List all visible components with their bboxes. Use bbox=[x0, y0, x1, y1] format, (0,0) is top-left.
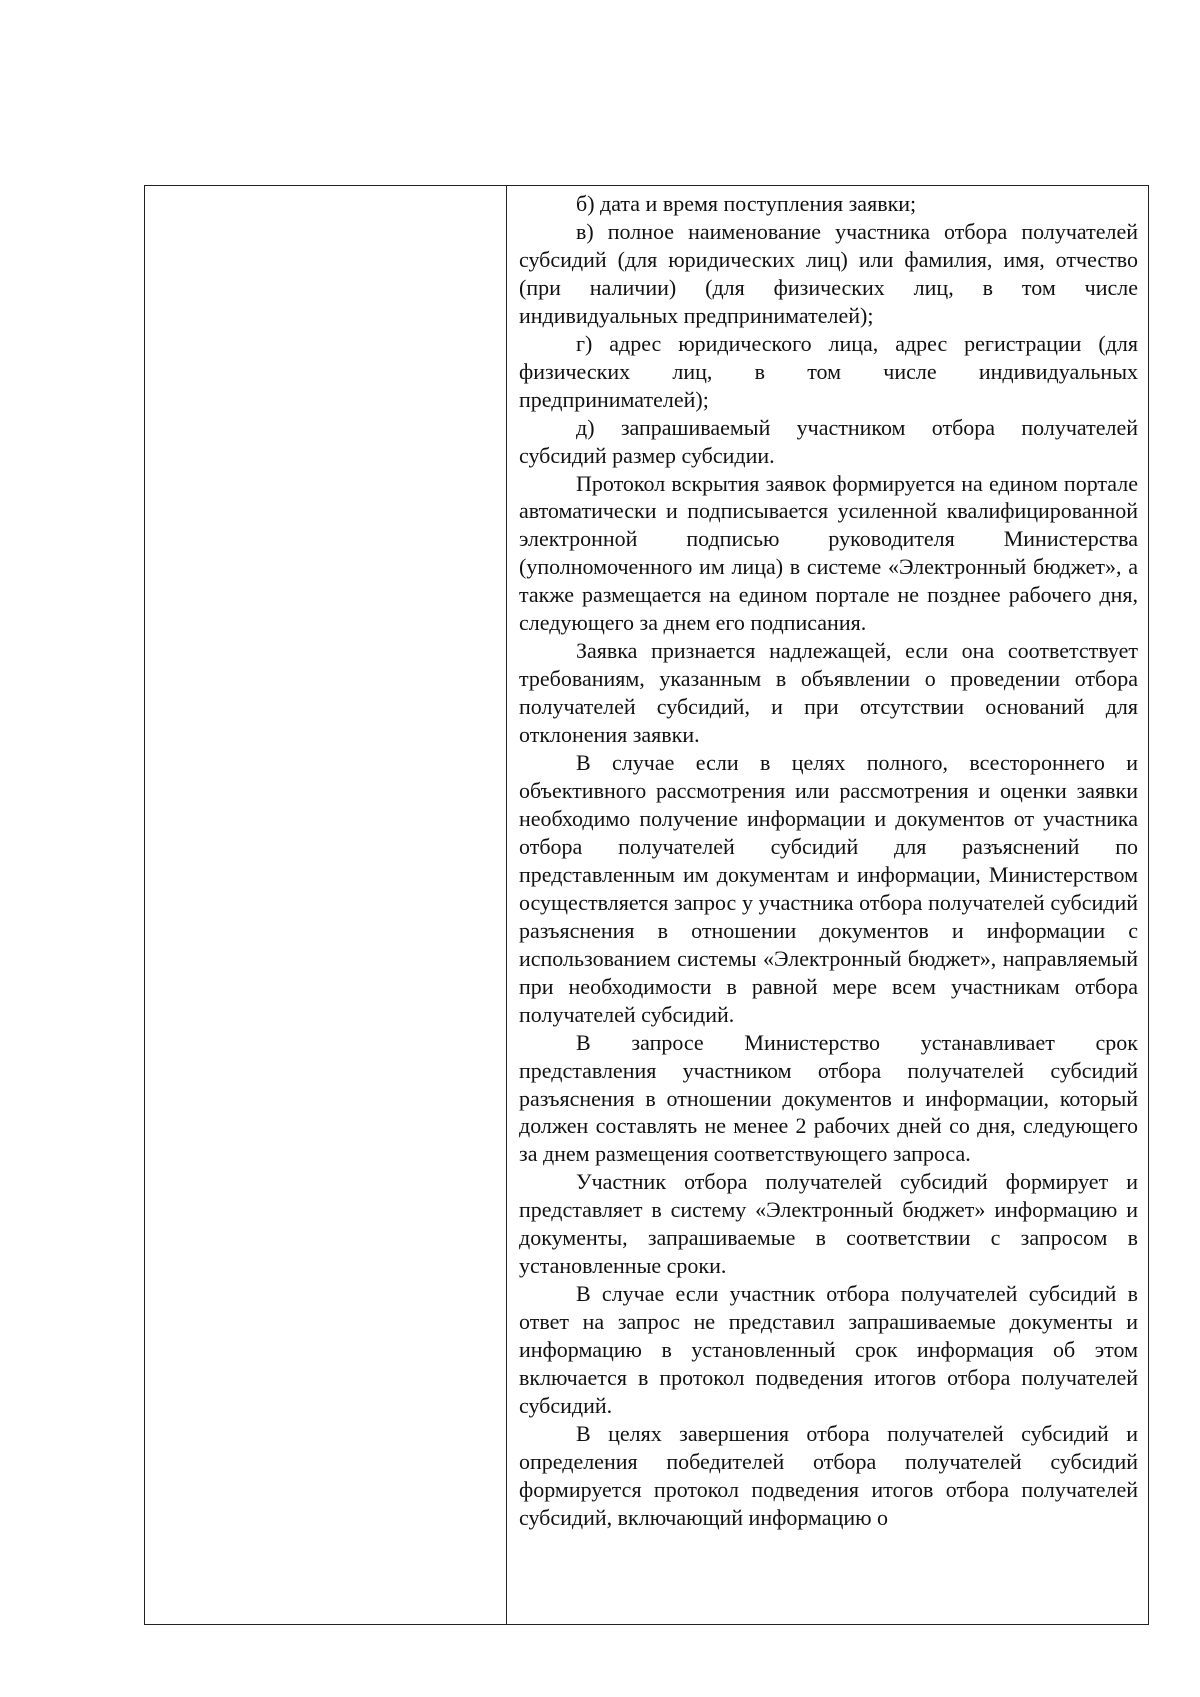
paragraph-opening-protocol: Протокол вскрытия заявок формируется на едином портале автоматически и подписывается усиленной квалифицированной электронной подписью руководителя Министерства (уполномоченного им лица) в системе «Электронный бюджет», а также размещается на едином портале не позднее рабочего дня, следующего за днем его подписания. bbox=[519, 470, 1138, 636]
paragraph-no-response: В случае если участник отбора получателей субсидий в ответ на запрос не представил запрашиваемые документы и информацию в установленный срок информация об этом включается в протокол подведения итогов отбора получателей субсидий. bbox=[519, 1281, 1138, 1418]
paragraph-item-b: б) дата и время поступления заявки; bbox=[576, 191, 917, 216]
paragraph-proper-application: Заявка признается надлежащей, если она соответствует требованиям, указанным в объявлении о проведении отбора получателей субсидий, и при отсутствии оснований для отклонения заявки. bbox=[519, 638, 1138, 748]
document-table bbox=[144, 185, 1149, 1625]
paragraph-participant-response: Участник отбора получателей субсидий формирует и представляет в систему «Электронный бюджет» информацию и документы, запрашиваемые в соответствии с запросом в установленные сроки. bbox=[519, 1169, 1138, 1279]
paragraph-item-g: г) адрес юридического лица, адрес регистрации (для физических лиц, в том числе индивидуальных предпринимателей); bbox=[519, 330, 1138, 412]
table-left-cell bbox=[145, 186, 507, 1624]
paragraph-results-protocol: В целях завершения отбора получателей субсидий и определения победителей отбора получателей субсидий формируется протокол подведения итогов отбора получателей субсидий, включающий информацию о bbox=[519, 1420, 1138, 1530]
paragraph-request-deadline: В запросе Министерство устанавливает срок представления участником отбора получателей субсидий разъяснения в отношении документов и информации, который должен составлять не менее 2 рабочих дней со дня, следующего за днем размещения соответствующего запроса. bbox=[519, 1029, 1138, 1167]
paragraph-clarification-request: В случае если в целях полного, всестороннего и объективного рассмотрения или рассмотрения и оценки заявки необходимо получение информации и документов от участника отбора получателей субсидий для разъяснений по представленным им документам и информации, Министерством осуществляется запрос у участника отбора получателей субсидий разъяснения в отношении документов и информации с использованием системы «Электронный бюджет», направляемый при необходимости в равной мере всем участникам отбора получателей субсидий. bbox=[519, 750, 1138, 1027]
paragraph-item-d: д) запрашиваемый участником отбора получателей субсидий размер субсидии. bbox=[519, 414, 1138, 468]
paragraph-item-v: в) полное наименование участника отбора получателей субсидий (для юридических лиц) или фамилия, имя, отчество (при наличии) (для физических лиц, в том числе индивидуальных предпринимателей); bbox=[519, 218, 1138, 328]
table-right-cell bbox=[507, 186, 1148, 1624]
